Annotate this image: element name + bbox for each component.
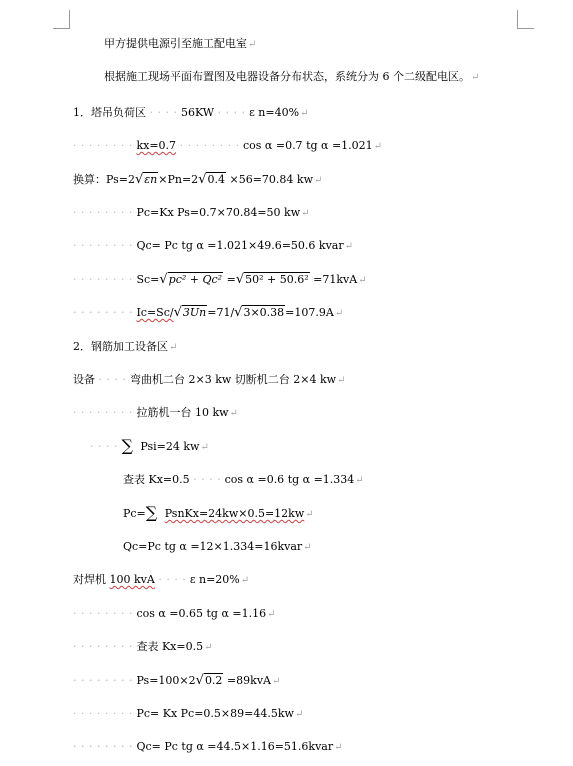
s3-pc-line bbox=[73, 706, 303, 723]
corner-mark-right bbox=[517, 10, 534, 29]
dot-leader: · · · · bbox=[90, 440, 118, 453]
s1-sc-root1: pc² + Qc² bbox=[168, 273, 223, 286]
s1-sc-line bbox=[73, 272, 367, 289]
dot-leader: · · · · bbox=[98, 373, 127, 386]
paragraph-mark: ↵ bbox=[373, 141, 383, 152]
paragraph-mark: ↵ bbox=[294, 709, 304, 720]
s2-equip3: 拉筋机一台 10 kw bbox=[136, 406, 229, 419]
s1-conv-label: 换算：Ps=2 bbox=[73, 173, 135, 186]
doc-title: 甲方提供电源引至施工配电室 bbox=[104, 37, 247, 50]
s1-ic-mid: =71/ bbox=[207, 306, 235, 319]
dot-leader: · · · · · · · · bbox=[73, 273, 133, 286]
intro-text: 根据施工现场平面布置图及电器设备分布状态，系统分为 6 个二级配电区。 bbox=[104, 70, 470, 83]
s1-sc-tail: =71kvA bbox=[313, 273, 358, 286]
dot-leader: · · · · bbox=[149, 106, 178, 119]
dot-leader: · · · · · · · · bbox=[73, 640, 133, 653]
paragraph-mark: ↵ bbox=[240, 575, 250, 586]
s1-conv-root2: 0.4 bbox=[207, 173, 225, 186]
dot-leader: · · · · · · · · bbox=[73, 740, 133, 753]
paragraph-mark: ↵ bbox=[229, 408, 238, 419]
s1-pc: Pc=Kx Ps=0.7×70.84=50 kw bbox=[136, 206, 301, 219]
paragraph-mark: ↵ bbox=[204, 642, 213, 653]
paragraph-mark: ↵ bbox=[355, 475, 364, 486]
sqrt-sign: √ bbox=[195, 673, 204, 688]
corner-mark-left bbox=[53, 10, 70, 29]
s2-equip1: 弯曲机二台 2×3 kw bbox=[129, 373, 232, 386]
s2-lookup-cos: cos α =0.6 bbox=[224, 473, 285, 486]
s1-qc-line bbox=[73, 238, 353, 255]
s2-pc-line bbox=[123, 505, 314, 523]
s1-conv-tail: ×56=70.84 kw bbox=[229, 173, 313, 186]
paragraph-mark: ↵ bbox=[200, 442, 209, 453]
paragraph-mark: ↵ bbox=[471, 72, 480, 83]
s1-conv-line bbox=[73, 172, 322, 189]
dot-leader: · · · · · · · · bbox=[73, 239, 133, 252]
paragraph-mark: ↵ bbox=[271, 676, 281, 687]
s1-eps: ε n=40% bbox=[249, 106, 300, 119]
s2-qc-line bbox=[123, 539, 312, 556]
paragraph-mark: ↵ bbox=[169, 342, 178, 353]
sqrt-sign: √ bbox=[173, 305, 182, 320]
paragraph-mark: ↵ bbox=[344, 241, 353, 252]
s1-ic-root1: 3Un bbox=[182, 306, 207, 319]
dot-leader: · · · · · · · · bbox=[73, 406, 133, 419]
s1-cos: cos α =0.7 bbox=[243, 139, 303, 152]
s3-cap: 100 kvA bbox=[109, 573, 155, 586]
s3-tg: tg α =1.16 bbox=[206, 607, 267, 620]
paragraph-mark: ↵ bbox=[334, 742, 343, 753]
s1-qc: Qc= Pc tg α =1.021×49.6=50.6 kvar bbox=[136, 239, 344, 252]
s2-pc-expr: PsnKx=24kw×0.5=12kw bbox=[164, 507, 305, 520]
s2-sum-line bbox=[90, 438, 209, 456]
dot-leader: · · · · · · · · bbox=[73, 674, 133, 687]
s3-label: 对焊机 bbox=[73, 573, 106, 586]
s1-power: 56KW bbox=[180, 106, 215, 119]
s1-ic-label: Ic=Sc/ bbox=[136, 306, 174, 319]
dot-leader: · · · · · · · · bbox=[73, 607, 133, 620]
sqrt-sign: √ bbox=[198, 172, 207, 187]
s3-cos: cos α =0.65 bbox=[136, 607, 204, 620]
paragraph-mark: ↵ bbox=[267, 609, 276, 620]
paragraph-mark: ↵ bbox=[313, 175, 323, 186]
s2-heading: 2．钢筋加工设备区 bbox=[73, 340, 168, 353]
sigma-symbol: ∑ bbox=[121, 436, 133, 455]
sigma-symbol: ∑ bbox=[145, 503, 158, 522]
s3-ps-root: 0.2 bbox=[204, 674, 223, 687]
dot-leader: · · · · · · · · bbox=[73, 206, 133, 219]
s1-ic-line bbox=[73, 305, 343, 322]
dot-leader: · · · · · · · · bbox=[73, 707, 133, 720]
s1-kx-line bbox=[73, 138, 382, 155]
paragraph-mark: ↵ bbox=[303, 542, 312, 553]
s3-cos-line bbox=[73, 606, 276, 623]
paragraph-mark: ↵ bbox=[248, 39, 257, 50]
s2-qc: Qc=Pc tg α =12×1.334=16kvar bbox=[123, 540, 303, 553]
s1-sc-label: Sc= bbox=[136, 273, 160, 286]
sqrt-sign: √ bbox=[134, 172, 144, 187]
s3-lookup-line bbox=[73, 639, 212, 656]
s2-lookup: 查表 Kx=0.5 bbox=[123, 473, 190, 486]
s1-conv-mid: ×Pn=2 bbox=[158, 173, 199, 186]
s2-equip3-line bbox=[73, 405, 238, 422]
s3-eps: ε n=20% bbox=[189, 573, 240, 586]
s1-ic-root2: 3×0.38 bbox=[243, 306, 285, 319]
dot-leader: · · · · · · · · bbox=[73, 139, 133, 152]
paragraph-mark: ↵ bbox=[305, 509, 314, 520]
s2-equip-line bbox=[73, 372, 345, 389]
intro-line bbox=[104, 69, 479, 86]
s1-conv-root: εn bbox=[144, 173, 158, 186]
s1-tg: tg α =1.021 bbox=[306, 139, 373, 152]
s3-heading-line bbox=[73, 572, 249, 589]
s2-equip2: 切断机二台 2×4 kw bbox=[234, 373, 337, 386]
paragraph-mark: ↵ bbox=[301, 208, 310, 219]
s2-lookup-tg: tg α =1.334 bbox=[287, 473, 355, 486]
s3-qc-line bbox=[73, 739, 343, 756]
paragraph-mark: ↵ bbox=[300, 108, 309, 119]
s2-lookup-line bbox=[123, 472, 364, 489]
s3-ps-line bbox=[73, 673, 280, 690]
s1-sc-eq: = bbox=[226, 273, 236, 286]
sqrt-sign: √ bbox=[234, 305, 243, 320]
s2-psi: Psi=24 kw bbox=[140, 440, 200, 453]
sqrt-sign: √ bbox=[235, 272, 245, 287]
dot-leader: · · · · · · · · bbox=[73, 306, 133, 319]
dot-leader: · · · · bbox=[158, 573, 187, 586]
s1-pc-line bbox=[73, 205, 310, 222]
s3-ps-tail: =89kvA bbox=[226, 674, 271, 687]
paragraph-mark: ↵ bbox=[358, 275, 367, 286]
s1-kx: kx=0.7 bbox=[136, 139, 177, 152]
sqrt-sign: √ bbox=[159, 272, 168, 287]
s1-heading-line bbox=[73, 105, 308, 122]
dot-leader: · · · · bbox=[193, 473, 222, 486]
s2-equip-label: 设备 bbox=[73, 373, 95, 386]
s1-sc-root2: 50² + 50.6² bbox=[245, 273, 309, 286]
dot-leader: · · · · · · · · bbox=[179, 139, 240, 152]
s1-ic-tail: =107.9A bbox=[285, 306, 334, 319]
s3-pc: Pc= Kx Pc=0.5×89=44.5kw bbox=[136, 707, 294, 720]
dot-leader: · · · · bbox=[217, 106, 246, 119]
s2-heading-line bbox=[73, 339, 177, 356]
doc-title-line bbox=[104, 36, 256, 53]
s3-lookup: 查表 Kx=0.5 bbox=[136, 640, 204, 653]
paragraph-mark: ↵ bbox=[334, 308, 344, 319]
s1-heading: 1．塔吊负荷区 bbox=[73, 106, 146, 119]
s3-ps-label: Ps=100×2 bbox=[136, 674, 196, 687]
s3-qc: Qc= Pc tg α =44.5×1.16=51.6kvar bbox=[136, 740, 334, 753]
paragraph-mark: ↵ bbox=[337, 375, 346, 386]
s2-pc-label: Pc= bbox=[123, 507, 146, 520]
